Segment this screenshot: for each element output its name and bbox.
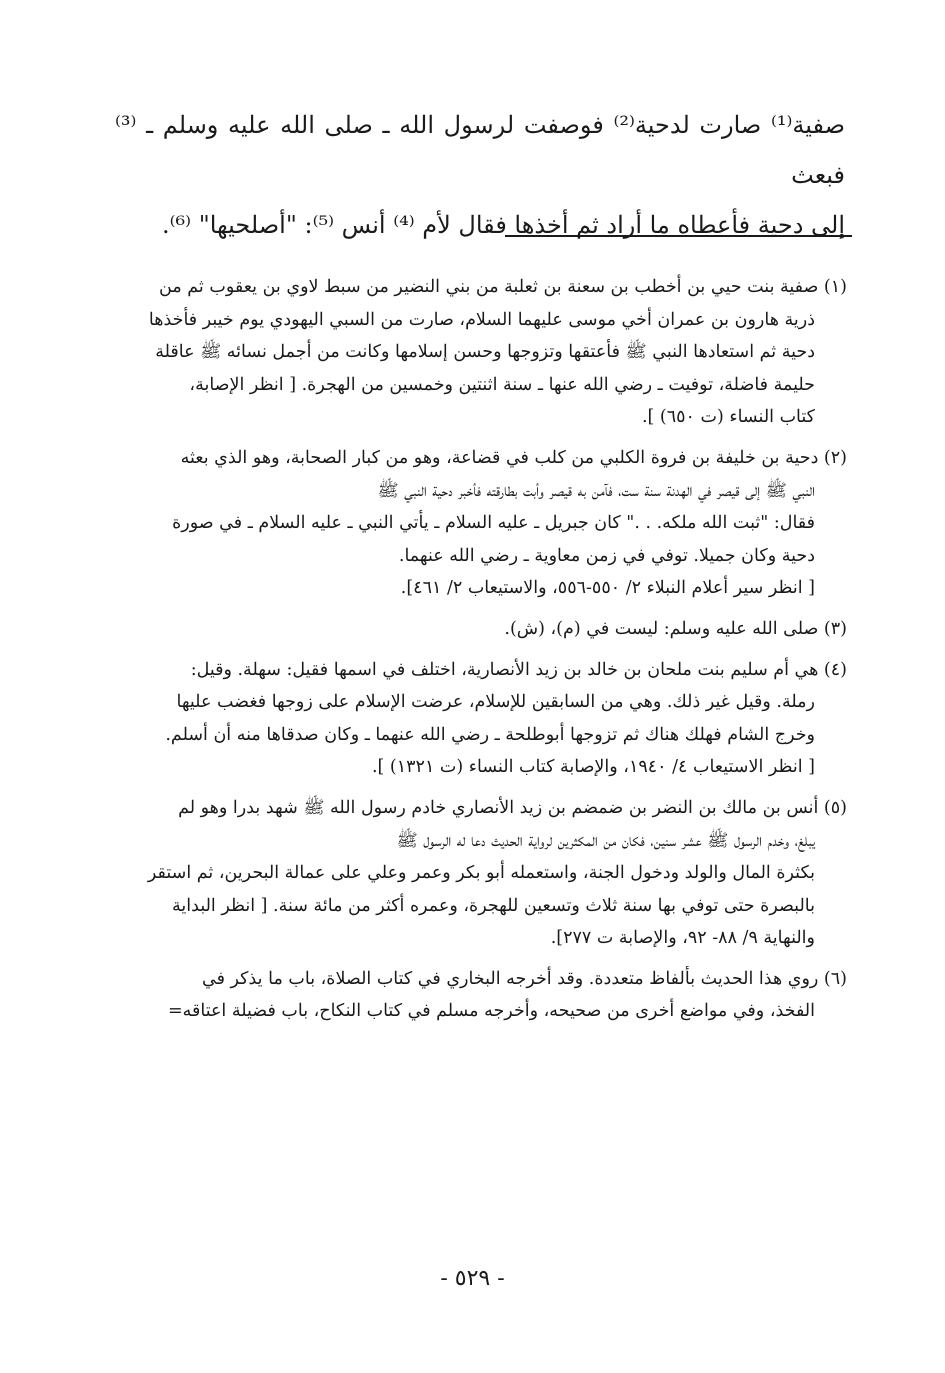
footnote-line: الفخذ، وفي مواضع أخرى من صحيحه، وأخرجه مسلم في كتاب النكاح، باب فضيلة اعتاقه=: [167, 1001, 815, 1022]
footnote-line: كتاب النساء (ت ٦٥٠) ].: [641, 407, 815, 428]
footnote-line: بكثرة المال والولد ودخول الجنة، واستعمله أبو بكر وعمر وعلي على عمالة البحرين، ثم استقر: [147, 863, 815, 884]
footnotes: [112, 271, 847, 1036]
footnote-line: (٥) أنس بن مالك بن النضر بن ضمضم بن زيد الأنصاري خادم رسول الله ﷺ شهد بدرا وهو لم: [178, 797, 847, 818]
footnote-2: [112, 442, 847, 605]
footnote-line: (٦) روي هذا الحديث بألفاظ متعددة. وقد أخرجه البخاري في كتاب الصلاة، باب ما يذكر في: [202, 968, 847, 989]
footnote-line: [ انظر سير أعلام النبلاء ٢/ ٥٥٠-٥٥٦، والاستيعاب ٢/ ٤٦١].: [400, 578, 815, 599]
footnote-line: النبي ﷺ إلى قيصر في الهدنة سنة ست، فآمن به قيصر وأبت بطارقته فأخبر دحية النبي ﷺ: [377, 480, 815, 501]
footnote-line: دحية وكان جميلا. توفي في زمن معاوية ـ رضي الله عنهما.: [398, 545, 815, 566]
footnote-4: [112, 654, 847, 784]
page-number: - ٥٢٩ -: [440, 1266, 505, 1291]
footnote-line: (٢) دحية بن خليفة بن فروة الكلبي من كلب في قضاعة، وهو من كبار الصحابة، وهو الذي بعثه: [180, 447, 847, 468]
main-text-line: صفية⁽¹⁾ صارت لدحية⁽²⁾ فوصفت لرسول الله ـ صلى الله عليه وسلم ـ ⁽³⁾ فبعث: [115, 111, 845, 189]
footnote-line: ذرية هارون بن عمران أخي موسى عليهما السلام، صارت من السبي اليهودي يوم خيبر فأخذها: [148, 309, 815, 330]
footnote-line: (١) صفية بنت حيي بن أخطب بن سعنة بن ثعلبة من بني النضير من سبط لاوي بن يعقوب ثم من: [159, 277, 847, 297]
footnote-line: (٤) هي أم سليم بنت ملحان بن خالد بن زيد الأنصارية، اختلف في اسمها فقيل: سهلة. وقيل:: [190, 659, 847, 680]
footnote-3: [112, 613, 847, 646]
footnote-line: [ انظر الاستيعاب ٤/ ١٩٤٠، والإصابة كتاب النساء (ت ١٣٢١) ].: [371, 757, 815, 778]
footnote-line: يبلغ، وخدم الرسول ﷺ عشر سنين، فكان من المكثرين لرواية الحديث دعا له الرسول ﷺ: [396, 830, 815, 851]
footnote-6: [112, 963, 847, 1028]
footnote-line: والنهاية ٩/ ٨٨- ٩٢، والإصابة ت ٢٧٧].: [550, 928, 815, 949]
footnote-5: [112, 792, 847, 955]
footnote-line: (٣) صلى الله عليه وسلم: ليست في (م)، (ش).: [504, 618, 847, 639]
footnote-line: وخرج الشام فهلك هناك ثم تزوجها أبوطلحة ـ رضي الله عنهما ـ وكان صدقاها منه أن أسلم.: [165, 724, 815, 745]
footnote-line: دحية ثم استعادها النبي ﷺ فأعتقها وتزوجها وحسن إسلامها وكانت من أجمل نسائه ﷺ عاقلة: [155, 342, 815, 363]
footnote-line: حليمة فاضلة، توفيت ـ رضي الله عنها ـ سنة اثنتين وخمسين من الهجرة. [ انظر الإصابة،: [189, 374, 815, 395]
footnote-line: بالبصرة حتى توفي بها سنة ثلاث وتسعين للهجرة، وعمره أكثر من مائة سنة. [ انظر البداية: [172, 895, 815, 916]
main-text: [115, 100, 845, 250]
footnote-separator: [505, 235, 852, 237]
footnote-1: [112, 271, 847, 434]
footnote-line: رملة. وقيل غير ذلك. وهي من السابقين للإسلام، عرضت الإسلام على زوجها فغضب عليها: [176, 692, 815, 713]
footnote-line: فقال: "ثبت الله ملكه. . ." كان جبريل ـ عليه السلام ـ يأتي النبي ـ عليه السلام ـ في صورة: [172, 513, 815, 534]
main-text-line: إلى دحية فأعطاه ما أراد ثم أخذها فقال لأم ⁽⁴⁾ أنس ⁽⁵⁾: "أصلحيها" ⁽⁶⁾.: [162, 211, 845, 239]
